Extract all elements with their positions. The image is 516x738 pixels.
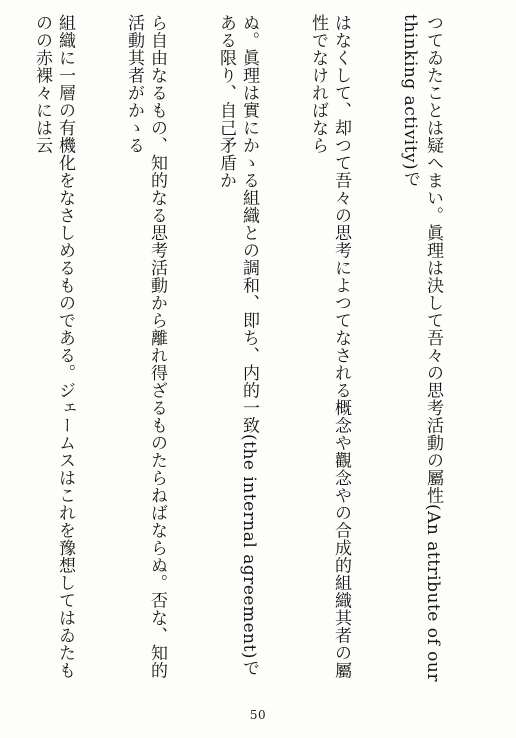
text-column: ぬ。眞理は實にかゝる組織との調和、即ち、内的一致(the internal agreement)である限り、自己矛盾か	[216, 14, 259, 677]
vertical-text-body	[14, 14, 490, 690]
text-column: つてゐたことは疑へまい。眞理は決して吾々の思考活動の屬性(An attribute of our thinking activity)で	[400, 14, 443, 688]
text-column: ら自由なるもの、知的なる思考活動から離れ得ざるものたらねばならぬ。否な、知的活動其者がかゝる	[124, 14, 167, 679]
page-number: 50	[249, 708, 267, 722]
text-column: 組織に一層の有機化をなさしめるものである。ジェームスはこれを豫想してはゐたものの赤裸々には云	[32, 14, 75, 679]
text-column: はなくして、却つて吾々の思考によつてなされる概念や觀念やの合成的組織其者の屬性でなければなら	[308, 14, 351, 679]
